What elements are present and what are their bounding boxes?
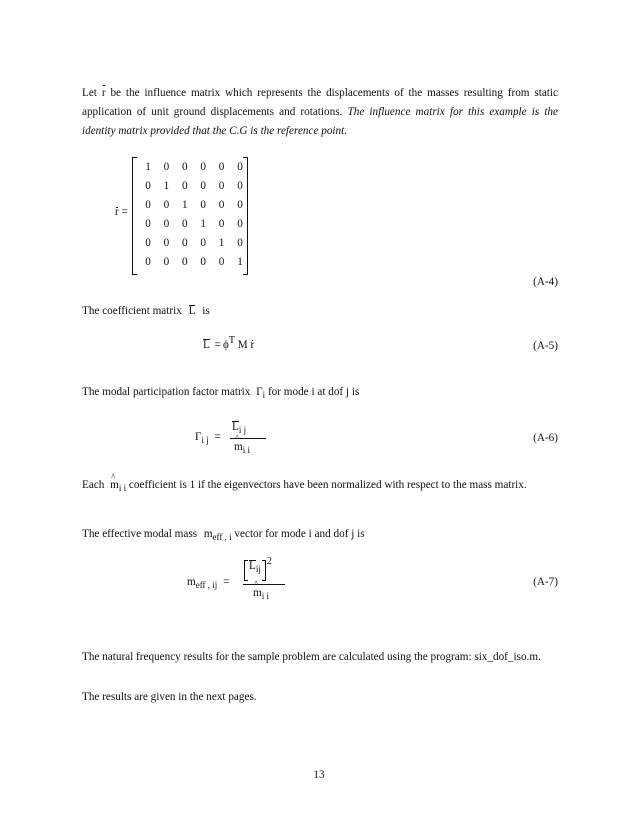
matrix-cell: 0 [163, 218, 170, 230]
matrix-cell: 0 [218, 199, 225, 211]
eq-a7-left-bracket [244, 560, 248, 581]
eq-a4-lhs: r = [115, 206, 128, 218]
matrix-cell: 0 [145, 199, 151, 211]
matrix-cell: 0 [200, 199, 206, 211]
matrix-cell: 0 [237, 199, 243, 211]
eq-a5: L = ϕT M r [203, 335, 255, 351]
matrix-cell: 0 [182, 256, 188, 268]
matrix-cell: 0 [163, 161, 170, 173]
eq-a7-fraction-line [243, 584, 285, 585]
matrix-cell: 0 [182, 161, 188, 173]
matrix-cell: 0 [145, 180, 151, 192]
normalization-paragraph: Each m $\^{}_{i i}$ coefficient is 1 if the eigenvectors have been normalized with respect to the mass matrix. [82, 476, 558, 495]
eq-a6-denominator: m $\^{}_{i i}$ [234, 441, 250, 453]
matrix-cell: 0 [237, 180, 243, 192]
eq-a6-numerator: $L_{i j}$ [232, 421, 247, 435]
intro-italic-text: The influence matrix for this example is the identity matrix provided that the C.G is the reference point. [82, 106, 558, 137]
results-paragraph: The natural frequency results for the sample problem are calculated using the program: six_dof_iso.m. [82, 651, 541, 663]
matrix-cell: 0 [163, 199, 170, 211]
matrix-cell: 1 [200, 218, 206, 230]
eq-a7-lhs: $m_{eff , ij}$ = [187, 576, 230, 590]
matrix-cell: 0 [145, 218, 151, 230]
eq-a7-numerator: $L_{ij}2$ [244, 560, 272, 580]
matrix-cell: 0 [145, 237, 151, 249]
matrix-cell: 0 [218, 256, 225, 268]
eq-a6-lhs: $\Gamma_{i j}$ = [195, 431, 221, 445]
identity-matrix [132, 157, 248, 273]
matrix-cell: 0 [237, 237, 243, 249]
matrix-cell: 1 [218, 237, 225, 249]
matrix-cell: 0 [163, 256, 170, 268]
matrix-cell: 0 [218, 218, 225, 230]
matrix-cell: 0 [237, 161, 243, 173]
next-pages-paragraph: The results are given in the next pages. [82, 691, 257, 703]
matrix-cell: 0 [237, 218, 243, 230]
matrix-cell: 1 [182, 199, 188, 211]
eq-a4-number: (A-4) [533, 276, 558, 288]
matrix-cell: 0 [182, 218, 188, 230]
matrix-cell: 0 [218, 161, 225, 173]
matrix-cell: 1 [145, 161, 151, 173]
matrix-cell: 0 [200, 180, 206, 192]
page-number: 13 [313, 769, 325, 781]
matrix-cell: 0 [145, 256, 151, 268]
matrix-cell: 1 [163, 180, 170, 192]
matrix-cell: 1 [237, 256, 243, 268]
l-bar-symbol: L [188, 305, 196, 317]
matrix-cell: 0 [200, 161, 206, 173]
coefficient-paragraph: The coefficient matrix L is [82, 305, 210, 317]
r-bar-symbol: r [102, 84, 106, 103]
eq-a6-number: (A-6) [533, 432, 558, 444]
matrix-cell: 0 [200, 237, 206, 249]
matrix-left-bracket [132, 157, 137, 275]
intro-paragraph [82, 84, 558, 141]
matrix-cell: 0 [182, 180, 188, 192]
eq-a7-denominator: m $\^{}_{i i}$ [253, 587, 269, 599]
effective-mass-paragraph: The effective modal mass $m_{eff , i}$ vector for mode i and dof j is [82, 528, 365, 542]
matrix-cell: 0 [200, 256, 206, 268]
participation-paragraph: The modal participation factor matrix $\Gamma_i$ for mode i at dof j is [82, 386, 360, 400]
matrix-cell: 0 [182, 237, 188, 249]
matrix-cell: 0 [218, 180, 225, 192]
eq-a7-number: (A-7) [533, 576, 558, 588]
intro-prefix: Let [82, 87, 97, 99]
intro-plain-text: be the influence matrix which represents the displacements of the masses resulting from static application of unit ground displacements and rotations. [82, 87, 558, 118]
matrix-cell: 0 [163, 237, 170, 249]
eq-a5-number: (A-5) [533, 340, 558, 352]
eq-a7-right-bracket [262, 560, 266, 581]
